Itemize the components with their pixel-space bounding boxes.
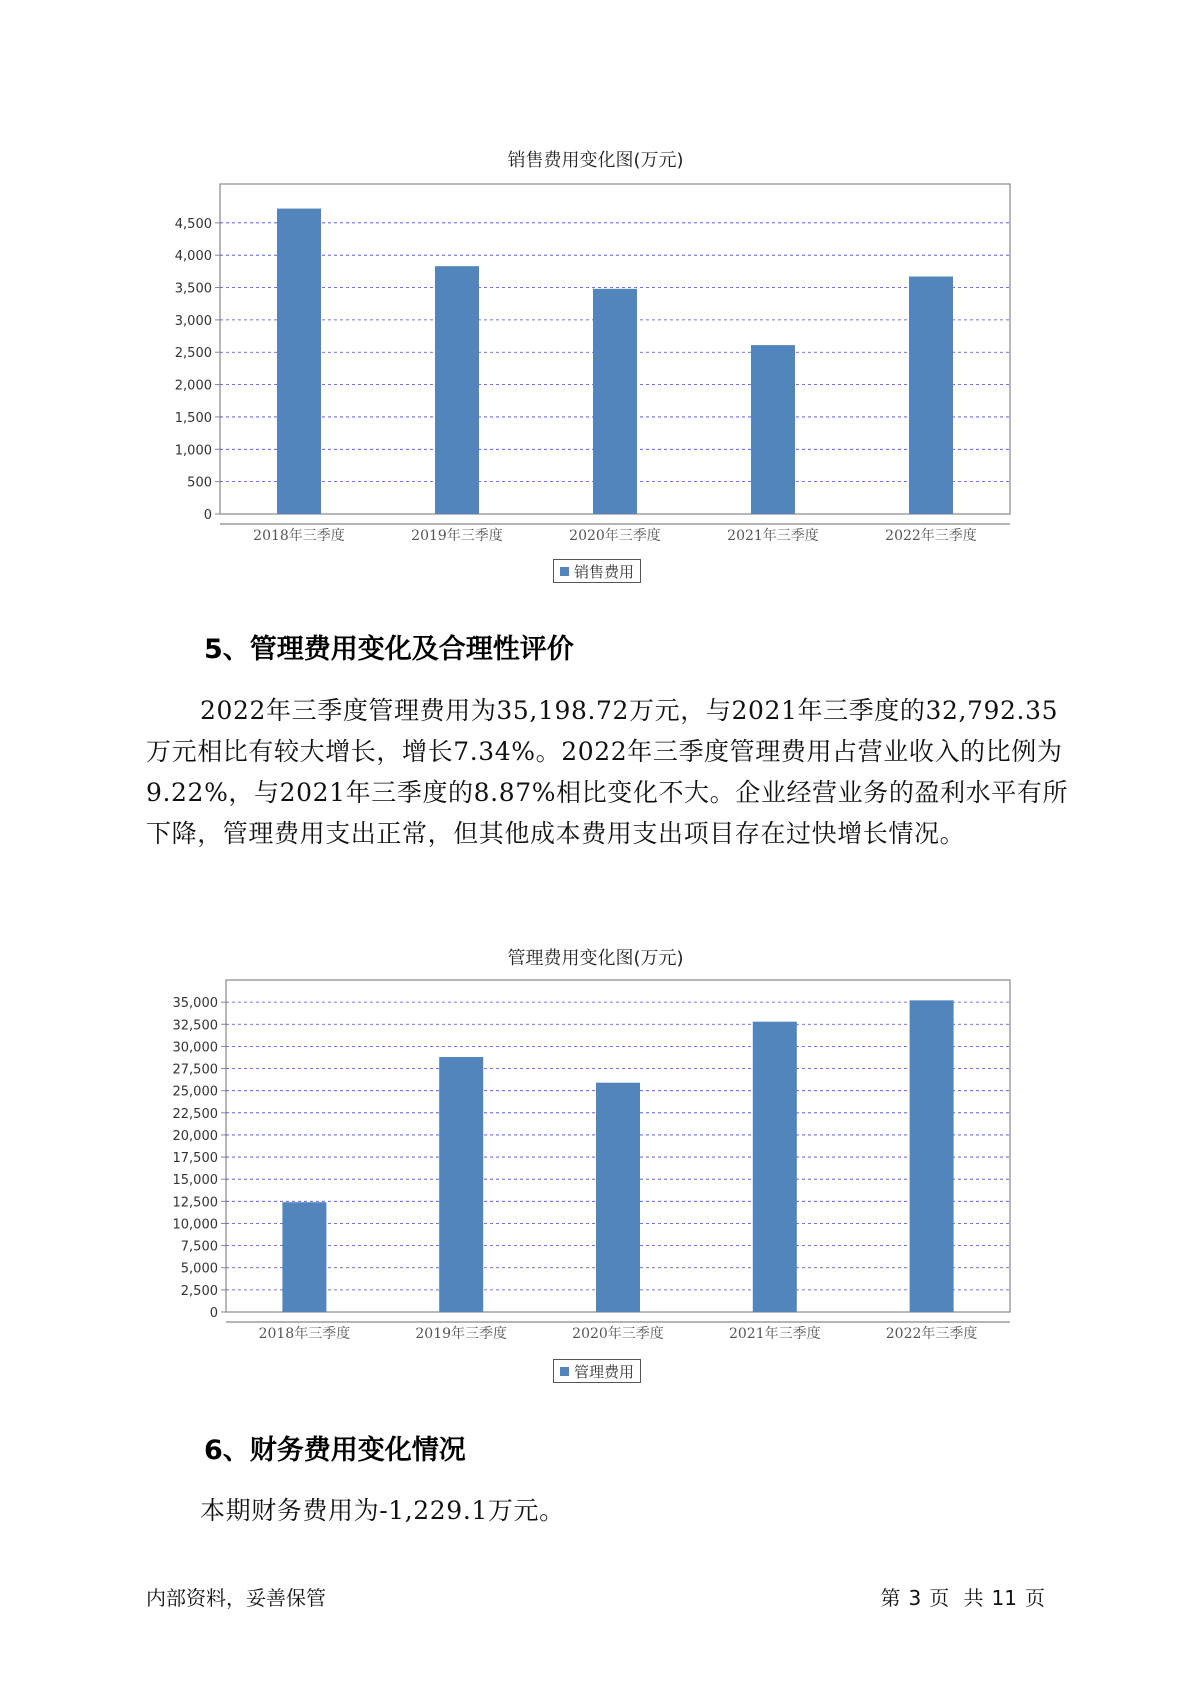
y-tick-label: 32,500 bbox=[172, 1018, 218, 1034]
page-label-mid: 页 bbox=[929, 1586, 950, 1610]
page-total: 11 bbox=[991, 1586, 1017, 1610]
page-label-post: 页 bbox=[1025, 1586, 1045, 1610]
y-tick-label: 12,500 bbox=[172, 1195, 218, 1211]
y-tick-label: 35,000 bbox=[172, 996, 218, 1012]
legend-label: 销售费用 bbox=[574, 562, 635, 581]
x-tick-label: 2020年三季度 bbox=[572, 1326, 664, 1342]
bar bbox=[282, 1202, 326, 1312]
x-tick-label: 2018年三季度 bbox=[258, 1326, 351, 1342]
y-tick-label: 10,000 bbox=[172, 1217, 218, 1233]
footer-confidential-note: 内部资料，妥善保管 bbox=[146, 1586, 326, 1610]
section-5-paragraph: 2022年三季度管理费用为35,198.72万元，与2021年三季度的32,792.35万元相比有较大增长，增长7.34%。2022年三季度管理费用占营业收入的比例为9.22%，与2021年三季度的8.87%相比变化不大。企业经营业务的盈利水平有所下降，管理费用支出正常，但其他成本费用支出项目存在过快增长情况。 bbox=[146, 696, 1069, 848]
y-tick-label: 1,000 bbox=[174, 443, 212, 459]
x-tick-label: 2022年三季度 bbox=[885, 1326, 978, 1342]
x-tick-label: 2018年三季度 bbox=[253, 528, 345, 544]
y-tick-label: 3,500 bbox=[174, 281, 212, 297]
y-tick-label: 0 bbox=[209, 1306, 218, 1321]
y-tick-label: 1,500 bbox=[174, 410, 212, 426]
bar bbox=[596, 1083, 640, 1312]
y-tick-label: 3,000 bbox=[174, 313, 212, 329]
y-tick-label: 2,500 bbox=[180, 1283, 218, 1299]
y-tick-label: 0 bbox=[203, 508, 212, 523]
chart-1-title: 销售费用变化图(万元) bbox=[507, 150, 684, 171]
bar bbox=[439, 1057, 483, 1312]
page-label-pre: 第 bbox=[880, 1586, 901, 1610]
y-tick-label: 4,500 bbox=[174, 216, 212, 232]
y-tick-label: 30,000 bbox=[172, 1040, 218, 1056]
y-tick-label: 17,500 bbox=[172, 1151, 218, 1167]
y-tick-label: 4,000 bbox=[174, 249, 212, 265]
y-tick-label: 22,500 bbox=[172, 1106, 218, 1122]
page-label-total: 共 bbox=[963, 1586, 984, 1610]
footer-page-number bbox=[876, 1582, 1049, 1611]
chart-2-title: 管理费用变化图(万元) bbox=[507, 948, 684, 969]
y-tick-label: 27,500 bbox=[172, 1062, 218, 1078]
y-tick-label: 5,000 bbox=[180, 1261, 218, 1277]
y-tick-label: 7,500 bbox=[180, 1239, 218, 1255]
y-tick-label: 25,000 bbox=[172, 1084, 218, 1100]
chart-2-legend bbox=[553, 1359, 641, 1383]
x-tick-label: 2021年三季度 bbox=[727, 528, 819, 544]
y-tick-label: 500 bbox=[187, 475, 212, 491]
x-tick-label: 2019年三季度 bbox=[411, 528, 503, 544]
section-6-paragraph: 本期财务费用为-1,229.1万元。 bbox=[200, 1496, 565, 1525]
x-tick-label: 2022年三季度 bbox=[885, 528, 977, 544]
section-6-heading: 6、财务费用变化情况 bbox=[204, 1435, 466, 1466]
bar bbox=[753, 1022, 797, 1312]
y-tick-label: 2,500 bbox=[174, 346, 212, 362]
y-tick-label: 15,000 bbox=[172, 1173, 218, 1189]
page-current: 3 bbox=[908, 1586, 922, 1610]
y-tick-label: 20,000 bbox=[172, 1128, 218, 1144]
x-tick-label: 2019年三季度 bbox=[415, 1326, 508, 1342]
legend-label: 管理费用 bbox=[574, 1362, 635, 1381]
bar bbox=[910, 1000, 954, 1312]
x-tick-label: 2020年三季度 bbox=[569, 528, 661, 544]
y-tick-label: 2,000 bbox=[174, 378, 212, 394]
x-tick-label: 2021年三季度 bbox=[728, 1326, 821, 1342]
section-5-heading: 5、管理费用变化及合理性评价 bbox=[204, 634, 574, 665]
legend-swatch-icon bbox=[560, 1367, 569, 1376]
